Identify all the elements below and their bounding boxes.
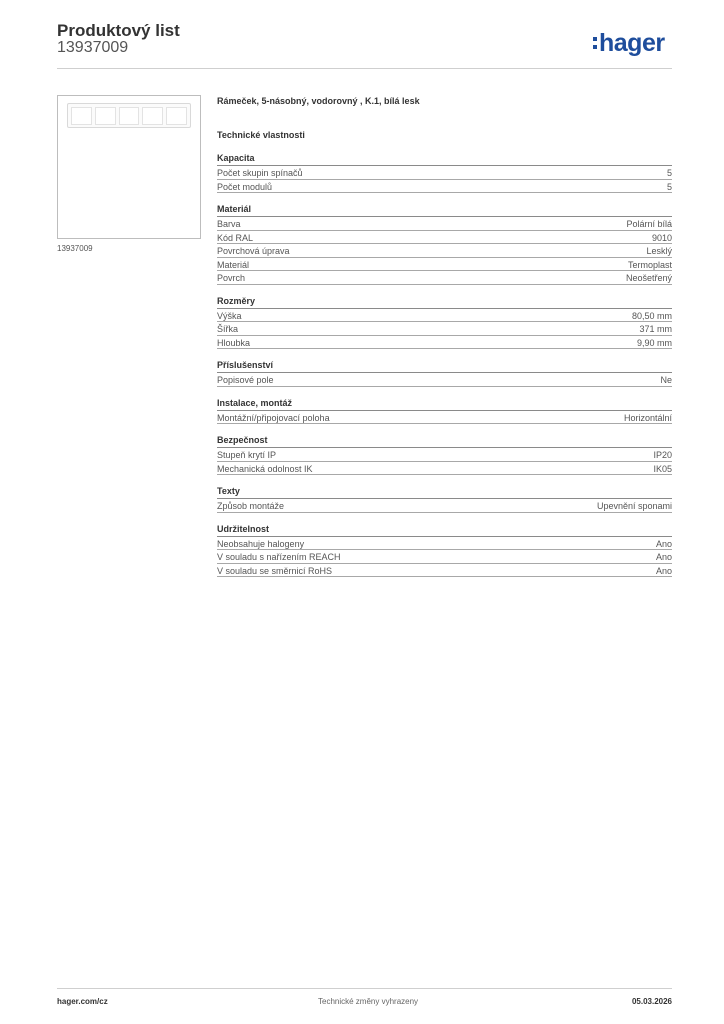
spec-label: Povrch: [217, 273, 246, 283]
section-title: Materiál: [217, 203, 672, 217]
spec-value: IP20: [653, 450, 672, 460]
spec-row: [217, 448, 672, 462]
tech-properties-title: Technické vlastnosti: [217, 130, 305, 140]
logo-text: hager: [599, 29, 665, 57]
section-title: Rozměry: [217, 295, 672, 309]
section-title: Bezpečnost: [217, 434, 672, 448]
spec-value: 9010: [651, 232, 672, 243]
spec-label: Kód RAL: [217, 232, 254, 243]
spec-row: [217, 336, 672, 350]
spec-section: [217, 359, 672, 387]
spec-label: Počet modulů: [217, 181, 273, 192]
section-title: Kapacita: [217, 152, 672, 166]
spec-value: 371 mm: [639, 324, 672, 334]
spec-label: Mechanická odolnost IK: [217, 463, 313, 474]
footer-website: hager.com/cz: [57, 997, 108, 1006]
product-details: [217, 95, 672, 587]
spec-row: [217, 309, 672, 323]
spec-label: Materiál: [217, 259, 250, 270]
spec-section: [217, 434, 672, 475]
spec-label: Hloubka: [217, 337, 251, 348]
product-image: [57, 95, 201, 239]
section-title: Instalace, montáž: [217, 397, 672, 411]
spec-value: Neošetřený: [625, 273, 672, 283]
logo-dots-icon: [593, 35, 597, 51]
spec-value: Upevnění sponami: [596, 501, 672, 511]
section-title: Texty: [217, 485, 672, 499]
spec-section: [217, 523, 672, 578]
header-divider: [57, 68, 672, 69]
spec-section: [217, 152, 672, 193]
spec-label: Stupeň krytí IP: [217, 450, 277, 460]
spec-label: Šířka: [217, 324, 239, 334]
spec-label: Počet skupin spínačů: [217, 168, 303, 178]
spec-sections: [217, 152, 672, 577]
spec-label: Způsob montáže: [217, 501, 285, 511]
spec-value: IK05: [653, 463, 672, 474]
frame-illustration-icon: [67, 103, 191, 128]
spec-row: [217, 258, 672, 272]
spec-section: [217, 485, 672, 513]
spec-row: [217, 499, 672, 513]
spec-value: Termoplast: [627, 259, 672, 270]
hager-logo: [593, 29, 665, 57]
footer-notice: Technické změny vyhrazeny: [318, 997, 419, 1006]
spec-label: Popisové pole: [217, 375, 274, 385]
page-title: Produktový list: [57, 21, 180, 40]
spec-row: [217, 373, 672, 387]
spec-label: V souladu s nařízením REACH: [217, 552, 341, 562]
spec-label: Výška: [217, 310, 242, 321]
spec-value: 80,50 mm: [631, 310, 672, 321]
spec-row: [217, 217, 672, 231]
section-title: Udržitelnost: [217, 523, 672, 537]
spec-row: [217, 537, 672, 551]
spec-section: [217, 203, 672, 285]
spec-label: Montážní/připojovací poloha: [217, 412, 330, 423]
product-number: 13937009: [57, 39, 129, 56]
spec-value: Polární bílá: [626, 219, 672, 229]
spec-value: 9,90 mm: [636, 337, 672, 348]
spec-row: [217, 550, 672, 564]
spec-label: V souladu se směrnicí RoHS: [217, 565, 333, 576]
spec-value: Ano: [655, 552, 672, 562]
spec-value: Horizontální: [623, 412, 672, 423]
spec-value: Ano: [655, 565, 672, 576]
spec-label: Barva: [217, 219, 241, 229]
spec-row: [217, 411, 672, 425]
spec-row: [217, 564, 672, 578]
section-title: Příslušenství: [217, 359, 672, 373]
spec-row: [217, 462, 672, 476]
footer-divider: [57, 988, 672, 989]
spec-row: [217, 271, 672, 285]
spec-row: [217, 244, 672, 258]
spec-row: [217, 231, 672, 245]
spec-label: Povrchová úprava: [217, 246, 290, 256]
image-caption: 13937009: [57, 244, 93, 253]
product-name: Rámeček, 5-násobný, vodorovný , K.1, bílá lesk: [217, 96, 420, 106]
spec-section: [217, 397, 672, 425]
spec-row: [217, 180, 672, 194]
spec-label: Neobsahuje halogeny: [217, 538, 305, 549]
spec-section: [217, 295, 672, 350]
spec-value: Ne: [660, 375, 672, 385]
footer-date: 05.03.2026: [631, 997, 672, 1006]
spec-value: Lesklý: [646, 246, 672, 256]
spec-value: 5: [666, 181, 672, 192]
spec-value: Ano: [655, 538, 672, 549]
spec-row: [217, 322, 672, 336]
spec-row: [217, 166, 672, 180]
spec-value: 5: [666, 168, 672, 178]
